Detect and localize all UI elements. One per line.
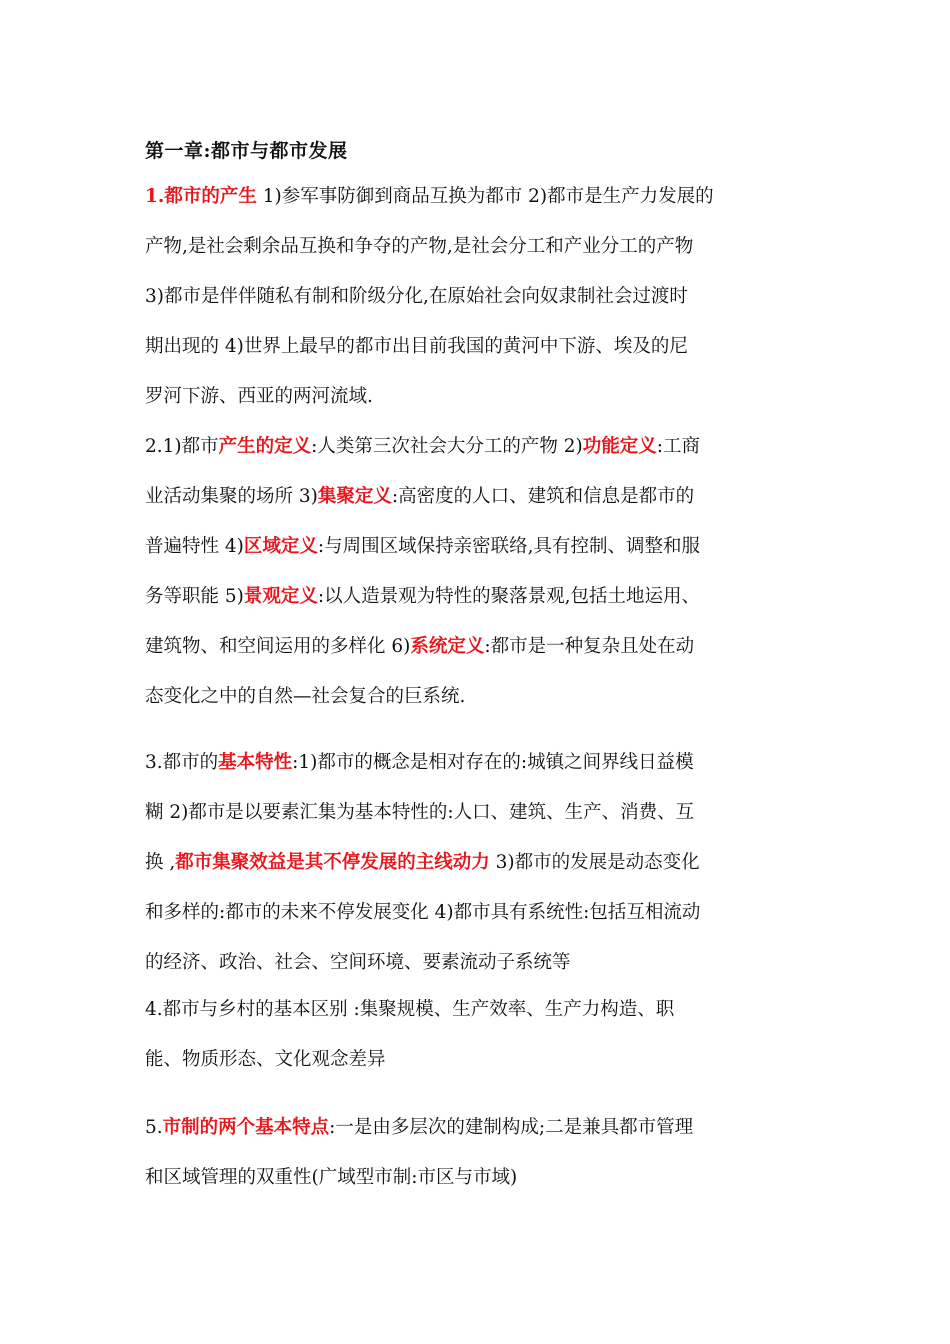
paragraph-line (145, 584, 700, 610)
paragraph-line (145, 484, 694, 510)
text-run: 普遍特性 4) (145, 536, 244, 557)
text-run: 糊 2)都市是以要素汇集为基本特性的:人口、建筑、生产、消费、互 (145, 802, 695, 823)
text-run: :工商 (656, 436, 701, 457)
highlighted-term: 市制的两个基本特点 (162, 1117, 330, 1138)
text-run: :都市是一种复杂且处在动 (484, 636, 695, 657)
text-run: 和多样的:都市的未来不停发展变化 4)都市具有系统性:包括互相流动 (145, 902, 701, 923)
text-run: 态变化之中的自然—社会复合的巨系统. (145, 686, 466, 707)
text-run: 业活动集聚的场所 3) (145, 486, 318, 507)
text-run: 能、物质形态、文化观念差异 (145, 1049, 386, 1070)
text-run: 换 , (145, 852, 176, 873)
paragraph-line (145, 334, 688, 360)
text-run: :一是由多层次的建制构成;二是兼具都市管理 (329, 1117, 694, 1138)
text-run: 4.都市与乡村的基本区别 :集聚规模、生产效率、生产力构造、职 (145, 999, 675, 1020)
text-run: 3)都市是伴伴随私有制和阶级分化,在原始社会向奴隶制社会过渡时 (145, 286, 688, 307)
paragraph-line (145, 684, 465, 710)
highlighted-term: 区域定义 (243, 536, 318, 557)
text-run: 期出现的 4)世界上最早的都市出目前我国的黄河中下游、埃及的尼 (145, 336, 688, 357)
text-run: :1)都市的概念是相对存在的:城镇之间界线日益模 (292, 752, 694, 773)
paragraph-line (145, 434, 700, 460)
paragraph-line (145, 534, 700, 560)
text-run: 3.都市的 (145, 752, 219, 773)
highlighted-term: 1.都市的产生 (145, 186, 257, 207)
highlighted-term: 基本特性 (218, 752, 293, 773)
text-run: 建筑物、和空间运用的多样化 6) (145, 636, 411, 657)
highlighted-term: 系统定义 (410, 636, 485, 657)
text-run: 5. (145, 1117, 163, 1138)
text-run: :人类第三次社会大分工的产物 2) (311, 436, 583, 457)
paragraph-line (145, 234, 693, 260)
text-run: 产物,是社会剩余品互换和争夺的产物,是社会分工和产业分工的产物 (145, 236, 694, 257)
paragraph-line (145, 1165, 517, 1191)
text-run: 罗河下游、西亚的两河流域. (145, 386, 373, 407)
paragraph-line (145, 750, 694, 776)
highlighted-term: 都市集聚效益是其不停发展的主线动力 (175, 852, 490, 873)
text-run: 1)参军事防御到商品互换为都市 2)都市是生产力发展的 (256, 186, 714, 207)
text-run: :以人造景观为特性的聚落景观,包括土地运用、 (317, 586, 701, 607)
paragraph-line (145, 284, 688, 310)
highlighted-term: 功能定义 (582, 436, 657, 457)
highlighted-term: 产生的定义 (218, 436, 312, 457)
text-run: :高密度的人口、建筑和信息是都市的 (391, 486, 695, 507)
paragraph-line (145, 997, 674, 1023)
paragraph-line (145, 800, 694, 826)
paragraph-line (145, 1115, 693, 1141)
paragraph-line (145, 384, 373, 410)
paragraph-line (145, 1047, 386, 1073)
paragraph-line (145, 634, 694, 660)
highlighted-term: 集聚定义 (317, 486, 392, 507)
text-run: 3)都市的发展是动态变化 (489, 852, 700, 873)
text-run: 2.1)都市 (145, 436, 219, 457)
text-run: 的经济、政治、社会、空间环境、要素流动子系统等 (145, 952, 571, 973)
paragraph-line (145, 184, 714, 210)
text-run: 和区域管理的双重性(广域型市制:市区与市域) (145, 1167, 518, 1188)
highlighted-term: 景观定义 (243, 586, 318, 607)
paragraph-line (145, 850, 700, 876)
paragraph-line (145, 900, 700, 926)
text-run: :与周围区域保持亲密联络,具有控制、调整和服 (317, 536, 701, 557)
chapter-title: 第一章:都市与都市发展 (145, 140, 348, 162)
text-run: 务等职能 5) (145, 586, 244, 607)
paragraph-line (145, 950, 571, 976)
